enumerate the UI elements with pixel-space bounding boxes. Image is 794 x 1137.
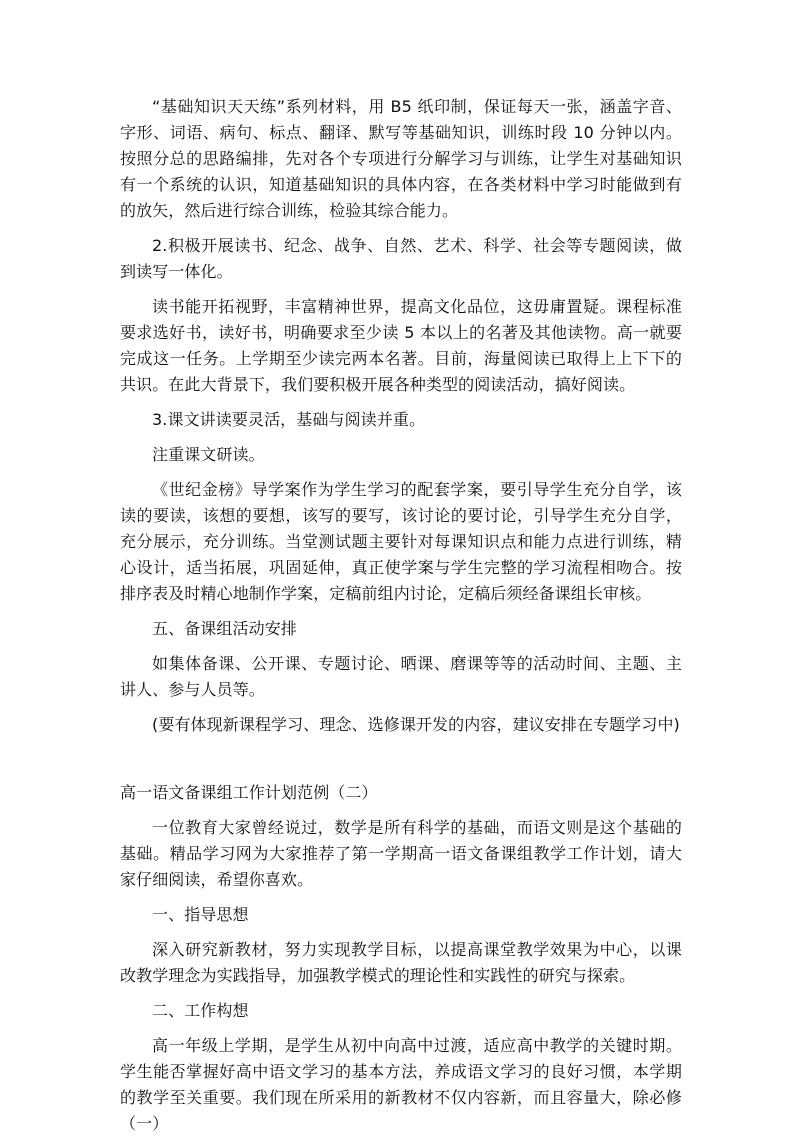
- paragraph-work-plan: 高一年级上学期，是学生从初中向高中过渡，适应高中教学的关键时期。学生能否掌握好高中语文学习的基本方法，养成语文学习的良好习惯，本学期的教学至关重要。我们现在所采用的新教材不仅内容新，而且容量大，除必修（一）: [120, 1036, 682, 1133]
- paragraph-intro: 一位教育大家曾经说过，数学是所有科学的基础，而语文则是这个基础的基础。精品学习网为大家推荐了第一学期高一语文备课组教学工作计划，请大家仔细阅读，希望你喜欢。: [120, 818, 682, 889]
- paragraph-note: (要有体现新课程学习、理念、选修课开发的内容，建议安排在专题学习中): [152, 715, 680, 734]
- paragraph-guiding-thought: 深入研究新教材，努力实现教学目标，以提高课堂教学效果为中心，以课改教学理念为实践指导，加强教学模式的理论性和实践性的研究与探索。: [120, 940, 682, 985]
- paragraph-activity-examples: 如集体备课、公开课、专题讨论、晒课、磨课等等的活动时间、主题、主讲人、参与人员等。: [120, 654, 682, 699]
- paragraph-basic-practice: “基础知识天天练”系列材料，用 B5 纸印制，保证每天一张，涵盖字音、字形、词语、病句、标点、翻译、默写等基础知识，训练时段 10 分钟以内。按照分总的思路编排，先对各个专项进行分解学习与训练，让学生对基础知识有一个系统的认识，知道基础知识的具体内容，在各类材料中学习时能做到有的放矢，然后进行综合训练，检验其综合能力。: [120, 97, 682, 220]
- document-body: [120, 94, 682, 1137]
- paragraph-study-guide: 《世纪金榜》导学案作为学生学习的配套学案，要引导学生充分自学，该读的要读，该想的要想，该写的要写，该讨论的要讨论，引导学生充分自学，充分展示，充分训练。当堂测试题主要针对每课知识点和能力点进行训练，精心设计，适当拓展，巩固延伸，真正使学案与学生完整的学习流程相吻合。按排序表及时精心地制作学案，定稿前组内讨论，定稿后须经备课组长审核。: [120, 480, 682, 603]
- paragraph-text-study: 注重课文研读。: [152, 445, 265, 464]
- item-2-thematic-reading: 2.积极开展读书、纪念、战争、自然、艺术、科学、社会等专题阅读，做到读写一体化。: [120, 236, 682, 281]
- section-heading-guiding-thought: 一、指导思想: [152, 905, 249, 924]
- item-3-text-teaching: 3.课文讲读要灵活，基础与阅读并重。: [152, 410, 426, 429]
- section-heading-work-plan: 二、工作构想: [152, 1001, 249, 1020]
- paragraph-reading-value: 读书能开拓视野，丰富精神世界，提高文化品位，这毋庸置疑。课程标准要求选好书，读好书，明确要求至少读 5 本以上的名著及其他读物。高一就要完成这一任务。上学期至少读完两本名著。目前，海量阅读已取得上上下下的共识。在此大背景下，我们要积极开展各种类型的阅读活动，搞好阅读。: [120, 297, 682, 394]
- section-heading-activities: 五、备课组活动安排: [152, 619, 297, 638]
- document-subtitle: 高一语文备课组工作计划范例（二）: [120, 783, 378, 802]
